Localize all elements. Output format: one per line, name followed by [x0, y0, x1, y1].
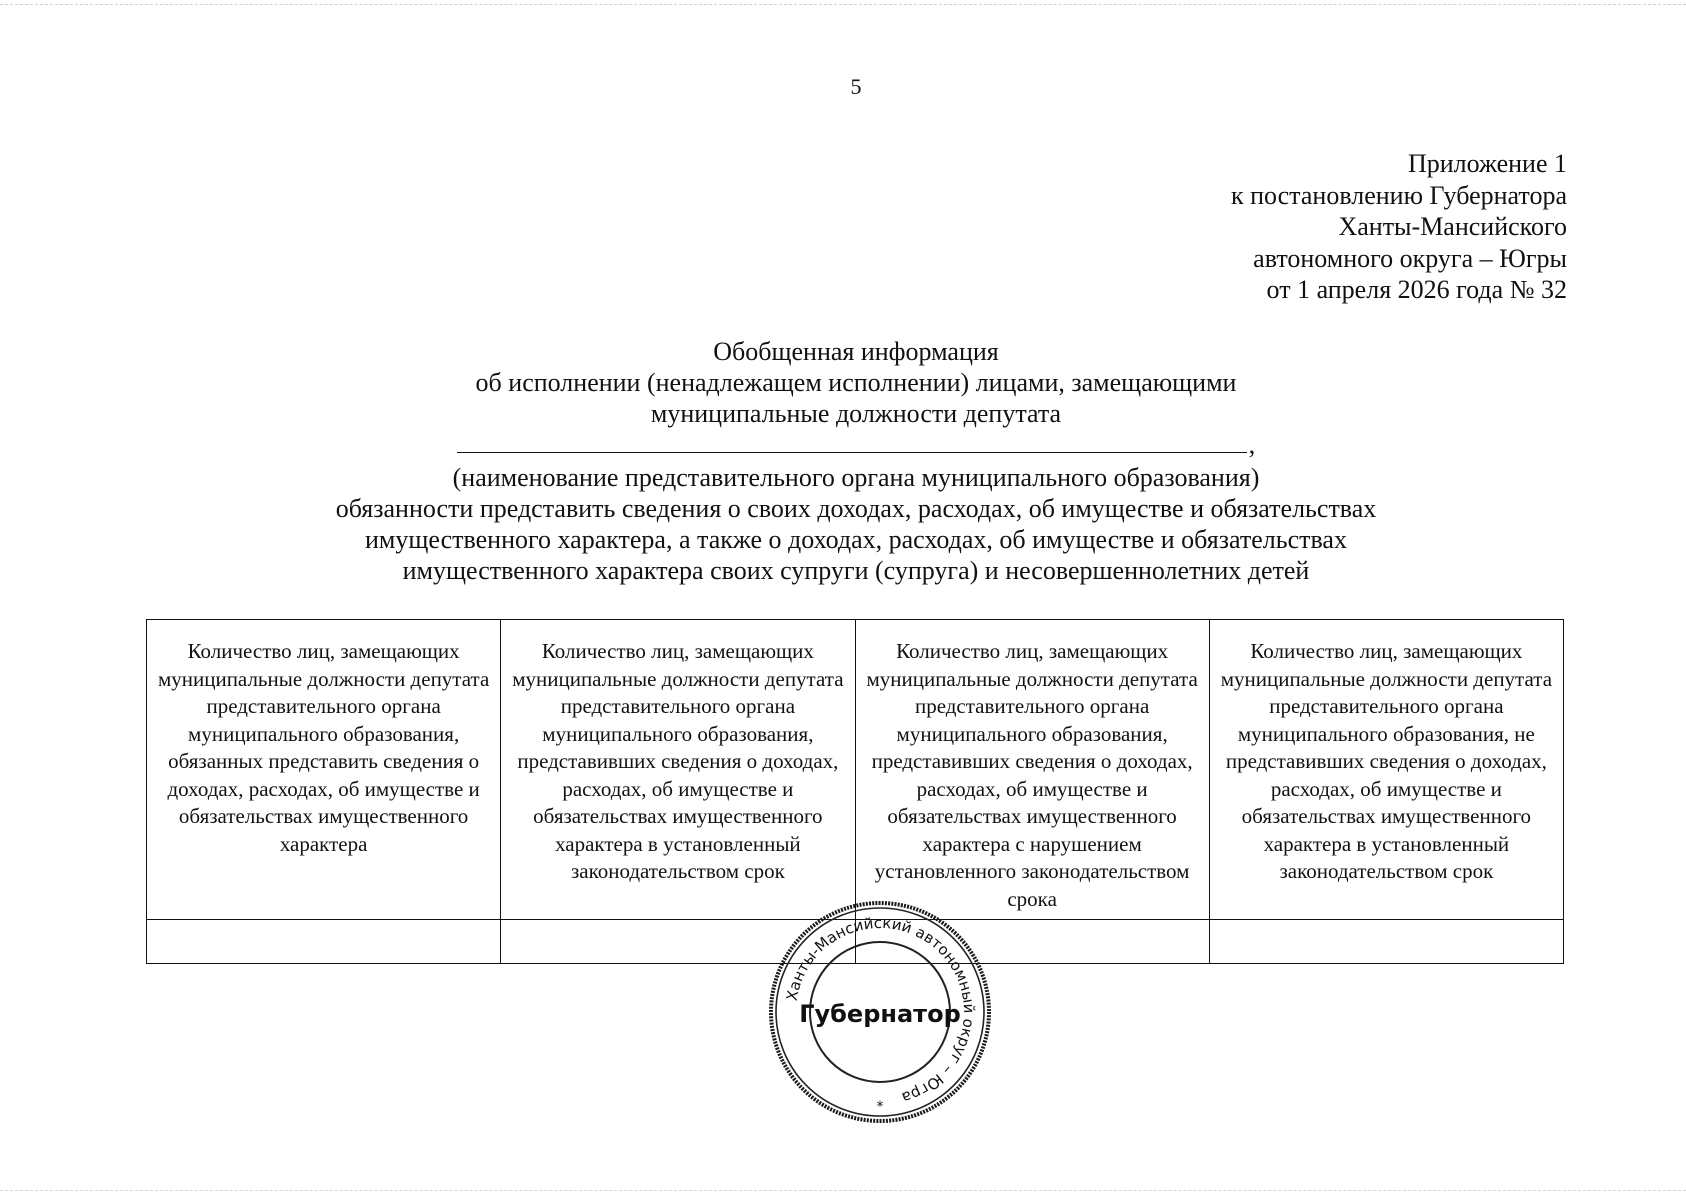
blank-fill-row [0, 429, 1686, 462]
scan-edge-bottom [0, 1190, 1686, 1193]
table-header-row [147, 620, 1564, 920]
title-line-6: имущественного характера, а также о доходах, расходах, об имуществе и обязательствах [365, 525, 1347, 554]
blank-fill-comma: , [1248, 430, 1256, 459]
blank-caption: (наименование представительного органа муниципального образования) [452, 463, 1260, 492]
table-header-cell: Количество лиц, замещающих муниципальные должности депутата представительного органа муниципального образования, представивших сведения о доходах, расходах, об имуществе и обязательствах имущественного характера в установленный законодательством срок [501, 620, 855, 920]
appendix-line-3: Ханты-Мансийского [1338, 212, 1567, 241]
document-title [0, 336, 1686, 586]
table-cell [147, 920, 501, 964]
page-number: 5 [850, 74, 862, 99]
table-cell [1209, 920, 1563, 964]
appendix-line-4: автономного округа – Югры [1253, 243, 1567, 273]
title-line-7: имущественного характера своих супруги (супруга) и несовершеннолетних детей [402, 556, 1310, 585]
appendix-line-1: Приложение 1 [1407, 149, 1567, 178]
title-line-1: Обобщенная информация [713, 337, 999, 366]
appendix-block [1231, 148, 1567, 306]
official-seal [767, 899, 993, 1125]
seal-star-icon: * [876, 1099, 884, 1115]
scan-edge-top [0, 4, 1686, 7]
table-header-cell: Количество лиц, замещающих муниципальные должности депутата представительного органа муниципального образования, не представивших сведения о доходах, расходах, об имуществе и обязательствах имущественного характера в установленный законодательством срок [1209, 620, 1563, 920]
appendix-line-5: от 1 апреля 2026 года № 32 [1266, 275, 1567, 304]
blank-fill-line [457, 434, 1247, 453]
title-line-5: обязанности представить сведения о своих доходах, расходах, об имуществе и обязательствах [335, 494, 1377, 523]
title-line-3: муниципальные должности депутата [650, 399, 1062, 428]
seal-center-text: Губернатор [799, 1000, 961, 1028]
table-header-cell: Количество лиц, замещающих муниципальные должности депутата представительного органа муниципального образования, представивших сведения о доходах, расходах, об имуществе и обязательствах имущественного характера с нарушением установленного законодательством срока [855, 620, 1209, 920]
table-header-cell: Количество лиц, замещающих муниципальные должности депутата представительного органа муниципального образования, обязанных представить сведения о доходах, расходах, об имуществе и обязательствах имущественного характера [147, 620, 501, 920]
seal-ring-text: Ханты-Мансийский автономный округ – Югра [782, 913, 979, 1107]
appendix-line-2: к постановлению Губернатора [1230, 180, 1567, 210]
title-line-2: об исполнении (ненадлежащем исполнении) лицами, замещающими [475, 368, 1237, 397]
